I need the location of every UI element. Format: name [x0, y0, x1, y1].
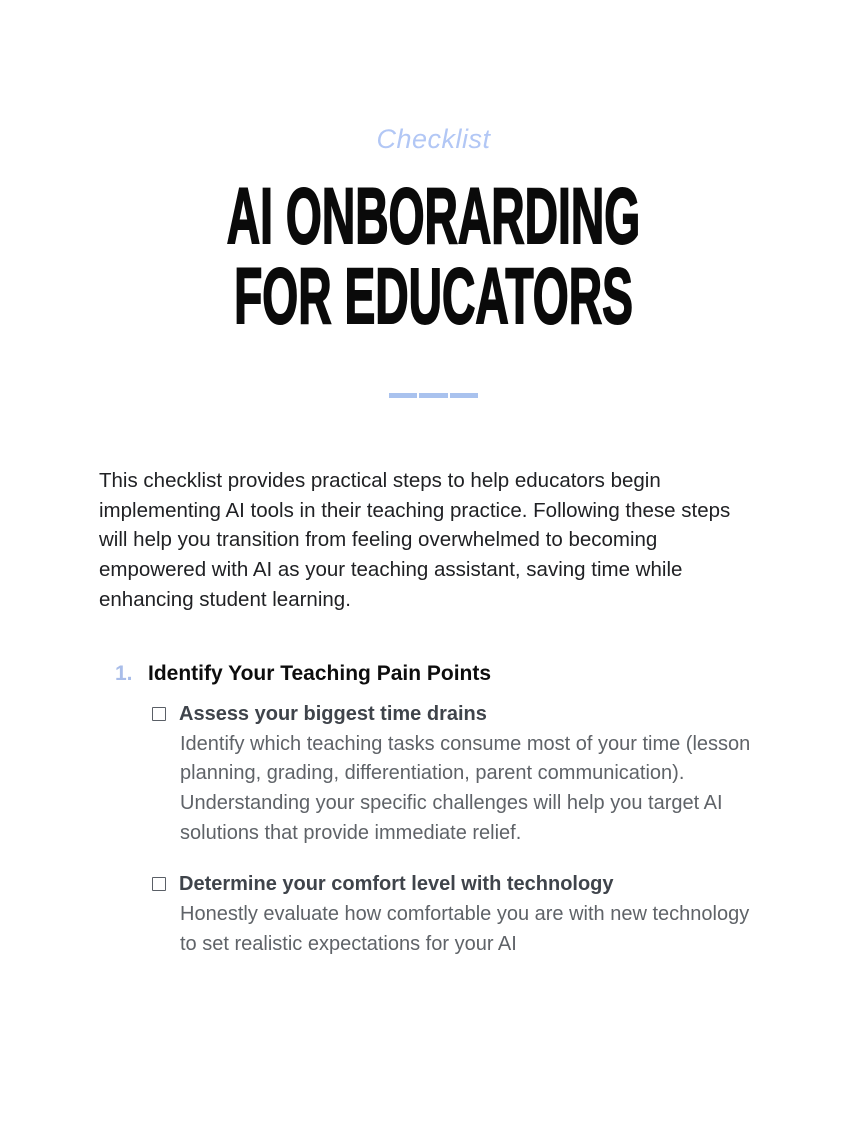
- checklist-items: [152, 700, 867, 960]
- intro-paragraph: This checklist provides practical steps to help educators begin implementing AI tools in their teaching practice. Following these steps will help you transition from feeling overwhelmed to becoming empowered with AI as your teaching assistant, saving time while enhancing student learning.: [99, 469, 731, 611]
- page-title: [0, 171, 867, 340]
- checklist-item-head: [152, 700, 867, 729]
- section-heading-row: [115, 661, 867, 687]
- divider-dash: [450, 393, 478, 398]
- checklist-item-title: Assess your biggest time drains: [179, 702, 487, 725]
- checklist-item-title: Determine your comfort level with technology: [179, 873, 614, 896]
- page-title-line-1: AI ONBORARDING: [226, 171, 641, 260]
- checklist-item-head: [152, 870, 867, 899]
- divider-dash: [419, 393, 447, 398]
- section-1: [115, 661, 867, 960]
- divider-dash: [389, 393, 417, 398]
- section-heading: Identify Your Teaching Pain Points: [148, 661, 492, 685]
- checklist-item-body: Identify which teaching tasks consume most of your time (lesson planning, grading, differentiation, parent communication). Understanding your specific challenges will help you target AI solutions that provide immediate relief.: [180, 732, 751, 844]
- eyebrow-label: Checklist: [376, 124, 491, 154]
- section-number: 1.: [115, 661, 133, 685]
- page-title-line-2: FOR EDUCATORS: [234, 251, 633, 340]
- checklist-item-body: Honestly evaluate how comfortable you are with new technology to set realistic expectations for your AI: [180, 903, 750, 956]
- checklist-item: [152, 700, 867, 849]
- checkbox-unchecked[interactable]: [152, 877, 166, 891]
- checkbox-unchecked[interactable]: [152, 707, 166, 721]
- divider-dashes: [389, 393, 478, 398]
- checklist-item: [152, 870, 867, 959]
